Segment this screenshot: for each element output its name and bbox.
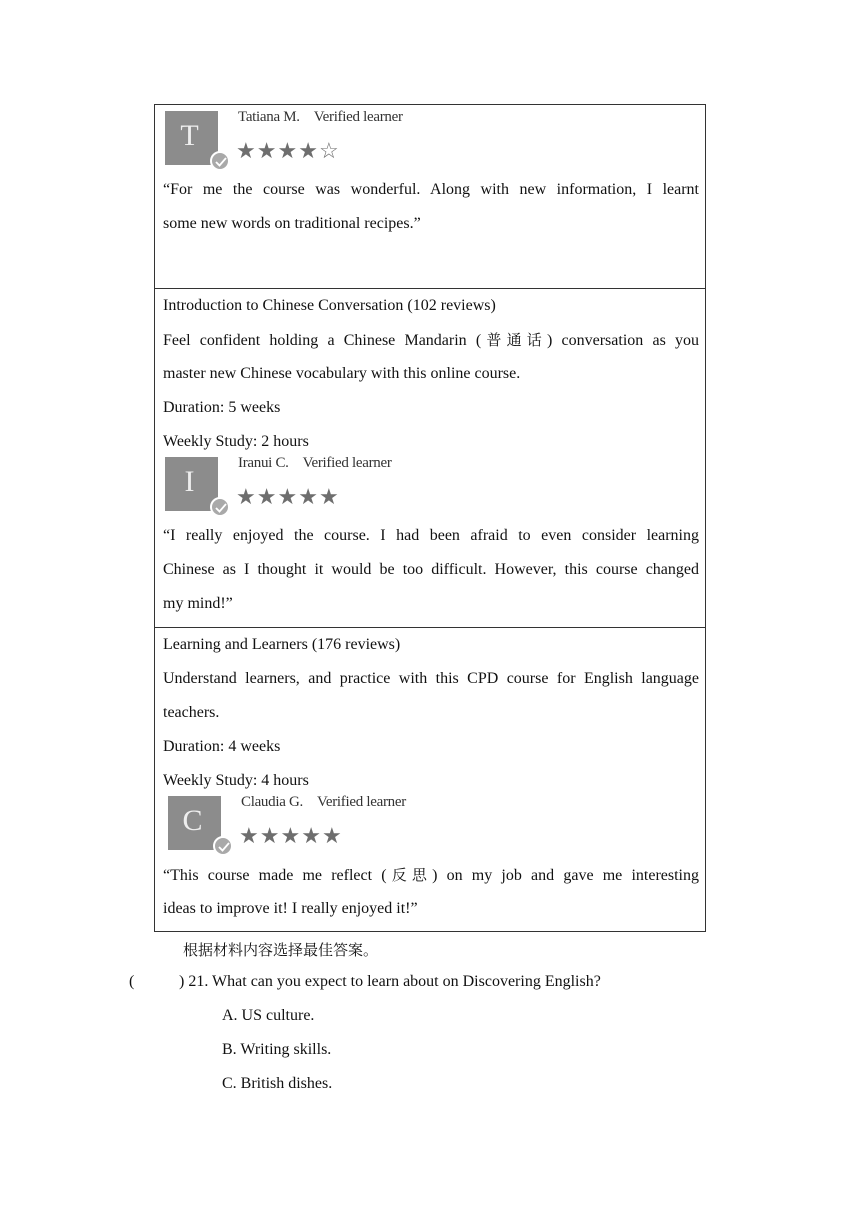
question-paren-open: ( — [129, 973, 135, 990]
desc-text: ) conversation as you — [547, 332, 699, 349]
review-cell-tatiana — [155, 105, 705, 289]
star-filled-icon: ★ — [318, 484, 340, 509]
avatar-letter: C — [182, 804, 203, 837]
verified-check-icon — [213, 836, 233, 856]
review-quote-line: my mind!” — [163, 595, 233, 612]
avatar-letter: I — [184, 465, 195, 498]
star-filled-icon: ★ — [236, 484, 257, 509]
quote-text: ) on my job and gave me interesting — [432, 867, 699, 884]
reviewer-name: Iranui C. — [238, 455, 289, 471]
course-duration: Duration: 5 weeks — [163, 399, 281, 416]
option-b: B. Writing skills. — [222, 1041, 332, 1058]
star-filled-icon: ★ — [239, 823, 260, 848]
option-a: A. US culture. — [222, 1007, 315, 1024]
star-filled-icon: ★ — [256, 138, 278, 163]
question-text: ) 21. What can you expect to learn about on Discovering English? — [179, 973, 601, 990]
course-description-line: master new Chinese vocabulary with this online course. — [163, 365, 521, 382]
star-rating — [236, 485, 340, 509]
verified-badge: Verified learner — [313, 109, 403, 125]
option-c: C. British dishes. — [222, 1075, 333, 1092]
reviewer-line — [241, 794, 406, 811]
star-filled-icon: ★ — [298, 138, 319, 163]
course-description-line: Understand learners, and practice with this CPD course for English language — [163, 670, 699, 687]
review-quote-line: “I really enjoyed the course. I had been afraid to even consider learning — [163, 527, 699, 544]
star-rating — [239, 824, 343, 848]
course-duration: Duration: 4 weeks — [163, 738, 281, 755]
verified-check-icon — [210, 497, 230, 517]
course-cell-chinese-conversation — [155, 289, 705, 628]
course-description-line — [163, 323, 699, 357]
star-filled-icon: ★ — [321, 823, 343, 848]
star-filled-icon: ★ — [236, 138, 257, 163]
course-weekly-study: Weekly Study: 4 hours — [163, 772, 309, 789]
review-quote-line: “For me the course was wonderful. Along with new information, I learnt — [163, 181, 699, 198]
star-filled-icon: ★ — [256, 484, 278, 509]
avatar — [165, 457, 218, 511]
reviews-table — [154, 104, 706, 932]
verified-badge: Verified learner — [317, 794, 406, 810]
review-quote-line: some new words on traditional recipes.” — [163, 215, 421, 232]
reviewer-line — [238, 455, 392, 472]
star-empty-icon: ☆ — [318, 138, 340, 163]
avatar — [168, 796, 221, 850]
star-filled-icon: ★ — [301, 823, 322, 848]
verified-badge: Verified learner — [302, 455, 392, 471]
course-weekly-study: Weekly Study: 2 hours — [163, 433, 309, 450]
reviewer-name: Claudia G. — [241, 794, 303, 810]
star-filled-icon: ★ — [259, 823, 281, 848]
course-cell-learning-and-learners — [155, 628, 705, 931]
review-quote-line: Chinese as I thought it would be too difficult. However, this course changed — [163, 561, 699, 578]
quote-cjk-term: 反思 — [386, 866, 433, 884]
reviewer-line — [238, 109, 403, 126]
course-title: Learning and Learners (176 reviews) — [163, 636, 401, 653]
review-header — [166, 790, 702, 854]
review-quote-line — [163, 858, 699, 892]
review-quote-line: ideas to improve it! I really enjoyed it!” — [163, 900, 418, 917]
quote-text: “This course made me reflect ( — [163, 867, 387, 884]
desc-cjk-term: 普通话 — [481, 331, 547, 349]
star-filled-icon: ★ — [277, 138, 299, 163]
review-header — [163, 451, 699, 515]
course-title: Introduction to Chinese Conversation (102 reviews) — [163, 297, 496, 314]
avatar — [165, 111, 218, 165]
star-filled-icon: ★ — [277, 484, 299, 509]
course-description-line: teachers. — [163, 704, 220, 721]
star-filled-icon: ★ — [298, 484, 319, 509]
desc-text: Feel confident holding a Chinese Mandarin ( — [163, 332, 482, 349]
review-header — [163, 105, 699, 169]
instruction-text: 根据材料内容选择最佳答案。 — [183, 941, 379, 959]
reviewer-name: Tatiana M. — [238, 109, 300, 125]
avatar-letter: T — [180, 119, 199, 152]
star-filled-icon: ★ — [280, 823, 302, 848]
star-rating — [236, 139, 340, 163]
verified-check-icon — [210, 151, 230, 171]
